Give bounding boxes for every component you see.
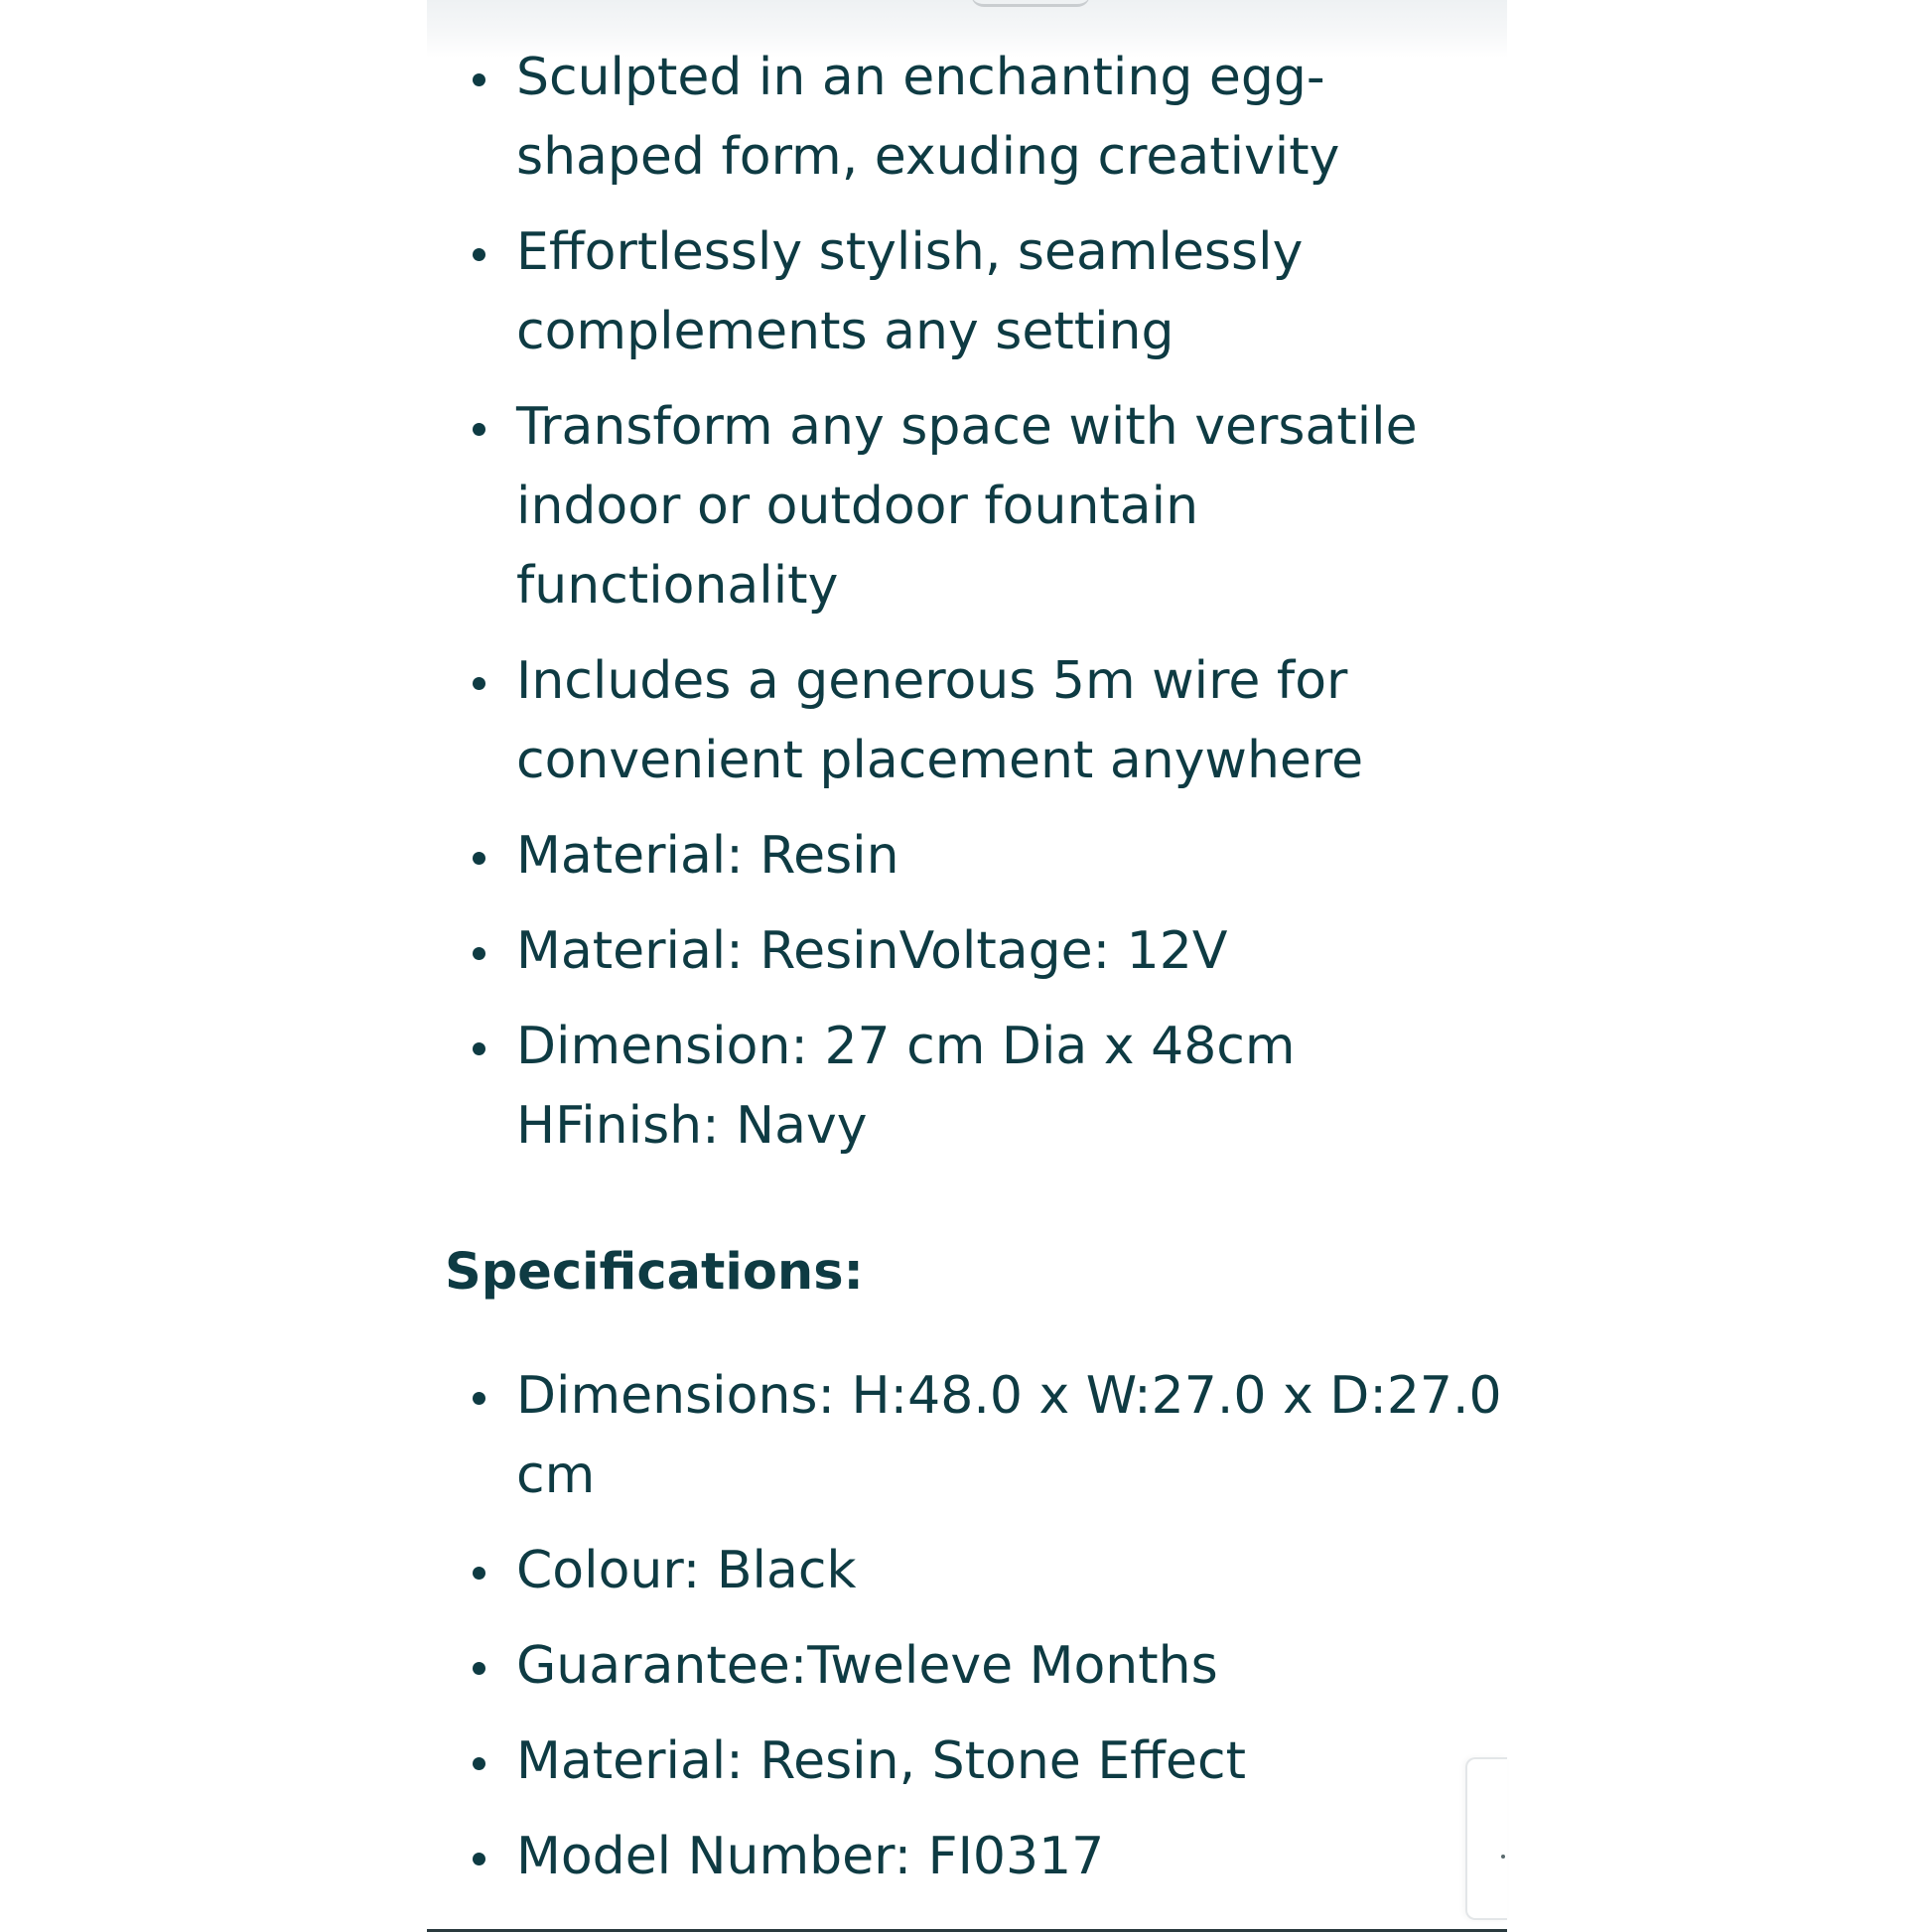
spec-item-guarantee: Guarantee:Tweleve Months — [445, 1626, 1505, 1706]
feature-item: Material: Resin — [445, 816, 1505, 896]
feature-item: Material: ResinVoltage: 12V — [445, 911, 1505, 991]
feature-list — [445, 38, 1505, 1166]
feature-item: Dimension: 27 cm Dia x 48cm HFinish: Navy — [445, 1007, 1505, 1166]
feature-item: Sculpted in an enchanting egg-shaped form, exuding creativity — [445, 38, 1505, 197]
image-carousel-edge — [971, 0, 1090, 7]
spec-item-material: Material: Resin, Stone Effect — [445, 1722, 1505, 1801]
spec-item-colour: Colour: Black — [445, 1531, 1505, 1610]
product-description-panel — [427, 0, 1507, 1932]
spec-item-model-number: Model Number: FI0317 — [445, 1817, 1505, 1896]
floating-side-tab[interactable] — [1465, 1757, 1507, 1920]
feature-item: Effortlessly stylish, seamlessly complements any setting — [445, 212, 1505, 371]
specifications-list — [445, 1356, 1505, 1896]
feature-item: Includes a generous 5m wire for convenient placement anywhere — [445, 641, 1505, 800]
feature-item: Transform any space with versatile indoor or outdoor fountain functionality — [445, 387, 1505, 625]
spec-item-dimensions: Dimensions: H:48.0 x W:27.0 x D:27.0 cm — [445, 1356, 1505, 1515]
side-tab-dot-icon — [1501, 1855, 1505, 1859]
product-details — [445, 38, 1505, 1912]
specifications-heading: Specifications: — [445, 1243, 864, 1302]
